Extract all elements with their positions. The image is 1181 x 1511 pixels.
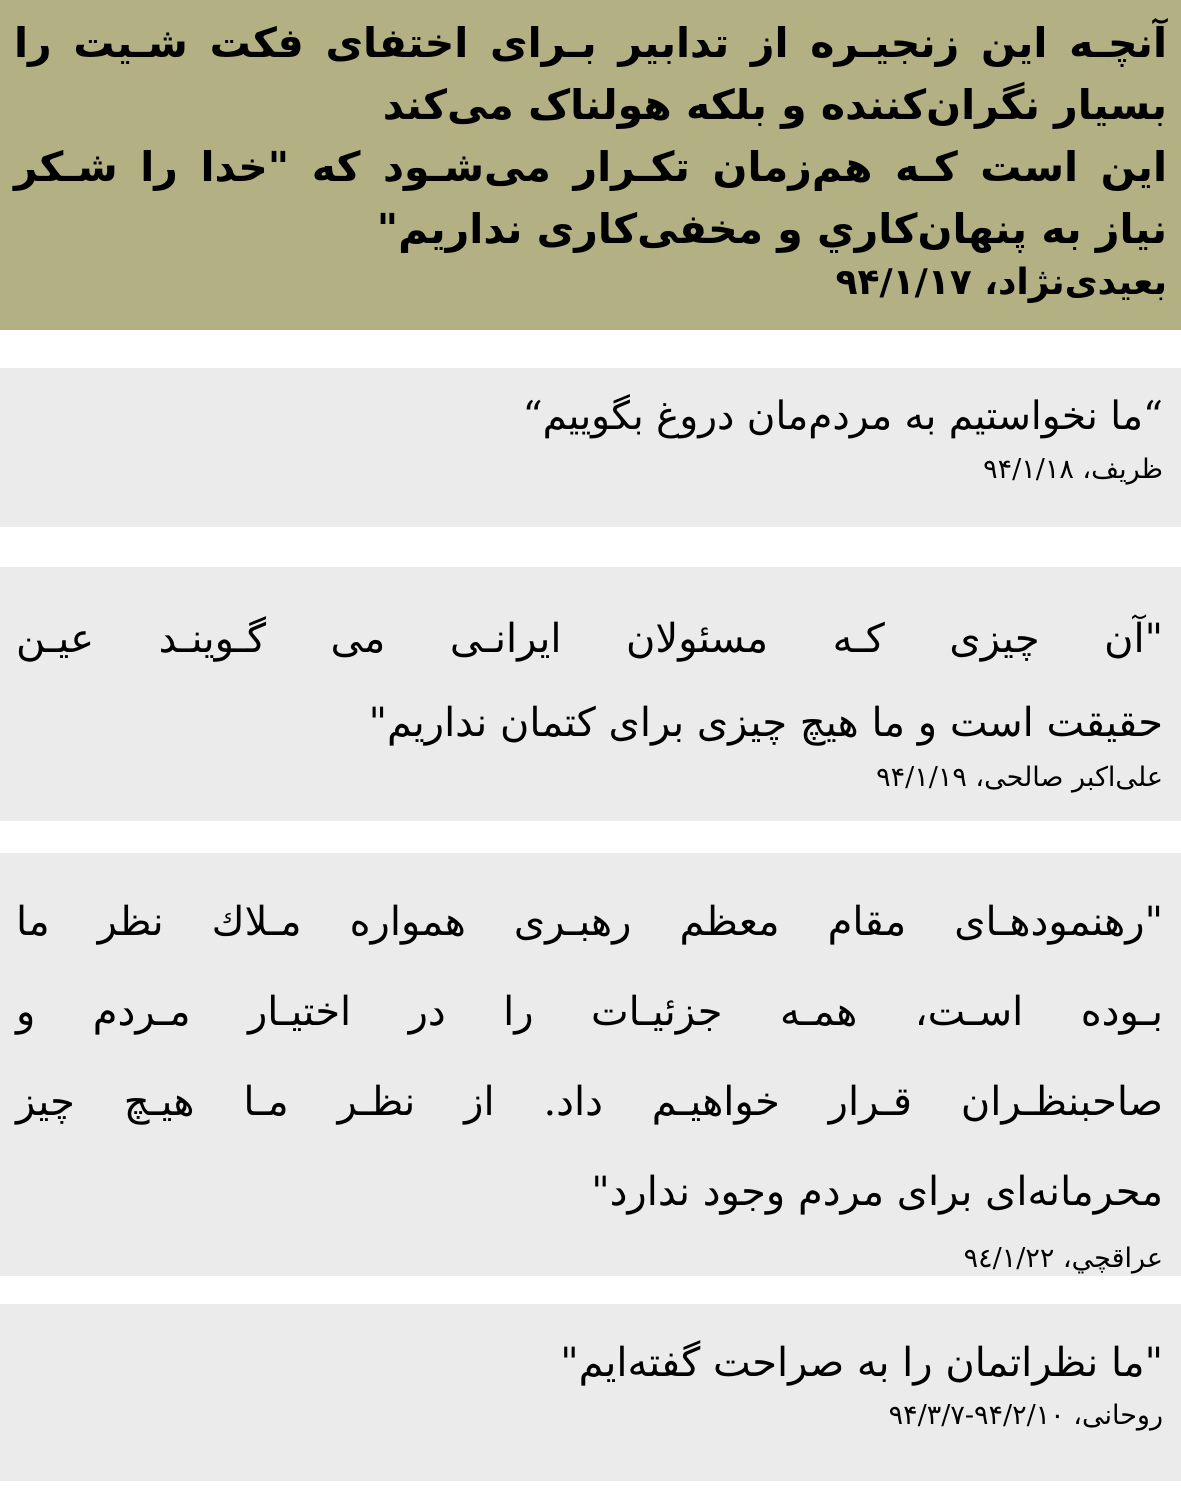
quote-text: بـوده اسـت، همـه جزئیـات را در اختیـار مـردم و bbox=[16, 989, 1163, 1035]
quote-block-zarif bbox=[0, 368, 1181, 527]
quote-text: محرمانه‌ای برای مردم وجود ندارد" bbox=[591, 1169, 1163, 1215]
header-quote-line: بسیار نگران‌کننده و بلکه هولناک می‌کند bbox=[382, 81, 1167, 129]
quote-attribution: روحانی، ۹۴/۲/۱۰-۹۴/۳/۷ bbox=[888, 1400, 1163, 1431]
quote-text: "آن چیزی کـه مسئولان ایرانـی می گـوینـد عیـن bbox=[16, 616, 1163, 662]
quote-attribution: علی‌اکبر صالحی، ۹۴/۱/۱۹ bbox=[876, 762, 1163, 793]
quote-attribution: عراقچي، ٩٤/١/٢٢ bbox=[963, 1243, 1163, 1274]
header-quote-line: آنچـه این زنجیـره از تدابیر بـرای اختفای فکت شـیت را bbox=[14, 19, 1167, 67]
quote-text: "ما نظراتمان را به صراحت گفته‌ایم" bbox=[560, 1340, 1163, 1386]
quote-attribution: ظریف، ۹۴/۱/۱۸ bbox=[983, 454, 1163, 485]
quote-text: "رهنمودهـای مقام معظم رهبـری همواره مـلاك نظر ما bbox=[16, 899, 1163, 945]
quote-text: صاحبنظـران قـرار خواهیـم داد. از نظـر مـا هیـچ چیز bbox=[16, 1079, 1163, 1125]
quote-block-araghchi bbox=[0, 853, 1181, 1276]
header-quote-block bbox=[0, 0, 1181, 330]
quote-block-salehi bbox=[0, 567, 1181, 821]
quote-block-rouhani bbox=[0, 1304, 1181, 1481]
header-attribution: بعیدی‌نژاد، ۹۴/۱/۱۷ bbox=[835, 262, 1167, 303]
quote-text: “ما نخواستیم به مردم‌مان دروغ بگوییم“ bbox=[522, 394, 1163, 439]
header-quote-line: نیاز به پنهان‌کاري و مخفی‌کاری نداریم" bbox=[376, 205, 1167, 253]
header-quote-line: این است کـه هم‌زمان تکـرار می‌شـود که "خدا را شـکر bbox=[14, 143, 1167, 191]
quote-text: حقیقت است و ما هیچ چیزی برای کتمان نداریم" bbox=[368, 700, 1163, 746]
